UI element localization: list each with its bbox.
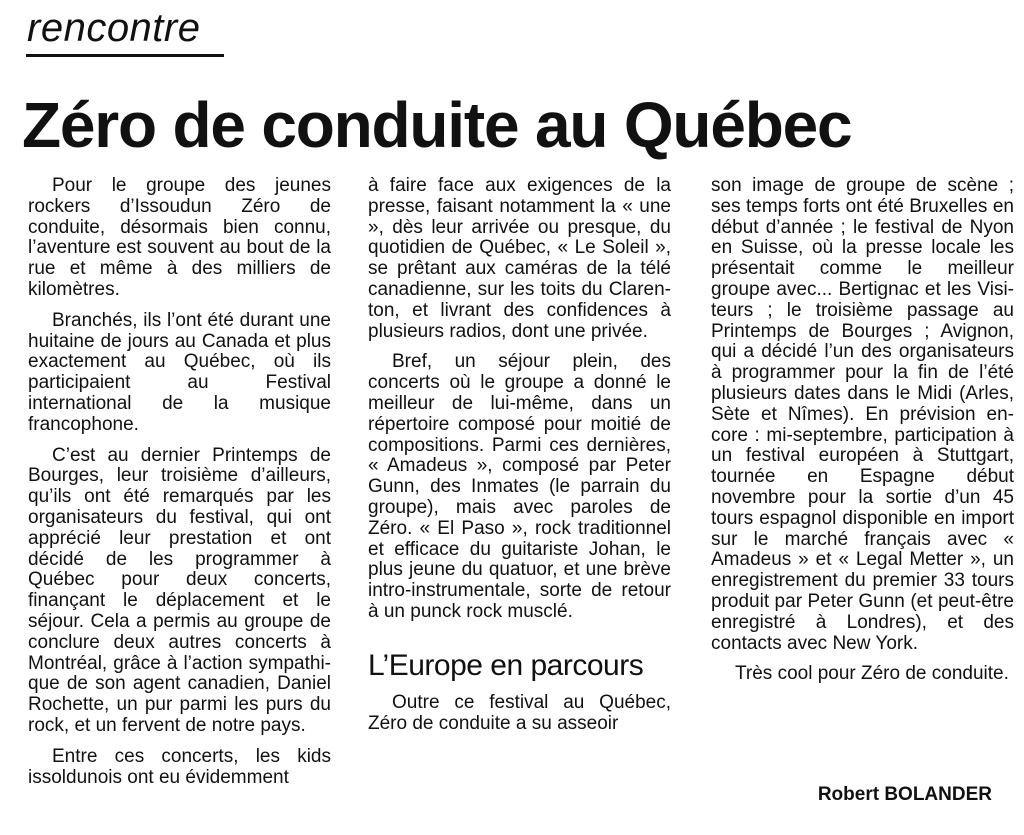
kicker-underline (26, 54, 224, 57)
paragraph-europe: Outre ce festival au Québec, Zéro de conduite a su asseoir (368, 691, 671, 734)
article-column-2 (368, 176, 671, 744)
article-column-3 (711, 176, 1014, 695)
article-column-1 (28, 176, 331, 798)
paragraph-branches: Branchés, ils l’ont été durant une huitaine de jours au Canada et plus exactement au Québec, où ils participaient au Festival international de la musique francophone. (28, 309, 331, 435)
paragraph-sejour: Bref, un séjour plein, des concerts où le groupe a donné le meilleur de lui-même, dans un répertoire composé pour moitié de compositions. Parmi ces dernières, « Amadeus », composé par Peter Gunn, des Inmates (le parrain du groupe), mais avec paroles de Zéro. « El Paso », rock traditionnel et efficace du guitariste Johan, le plus jeune du quatuor, et une brève intro-instrumentale, sorte de retour à un punck rock musclé. (368, 351, 671, 622)
paragraph-press: à faire face aux exigences de la presse, faisant notamment la « une », dès leur arrivée ou presque, du quotidien de Québec, « Le Soleil », se prêtant aux caméras de la télé canadienne, sur les toits du Clarenton, et livrant des confidences à plusieurs radios, dont une privée. (368, 175, 671, 342)
paragraph-conclusion: Très cool pour Zéro de conduite. (735, 663, 1009, 685)
paragraph-image: son image de groupe de scène ; ses temps forts ont été Bruxelles en début d’année ; le festival de Nyon en Suisse, où la presse locale les présentait comme le meilleur groupe avec... Bertignac et les Visiteurs ; le troisième passage au Printemps de Bourges ; Avignon, qui a décidé l’un des organisateurs à programmer pour la fin de l’été plusieurs dates dans le Midi (Arles, Sète et Nîmes). En prévision encore : mi-septembre, participation à un festival européen à Stuttgart, tournée en Espagne début novembre pour la sortie d’un 45 tours espagnol disponible en import sur le marché français avec « Amadeus » et « Legal Metter », un enregistrement du premier 33 tours produit par Peter Gunn (et peut-être enregistré à Londres), et des contacts avec New York. (711, 175, 1014, 654)
section-kicker: rencontre (27, 6, 201, 50)
paragraph-bourges: C’est au dernier Printemps de Bourges, leur troisième d’ailleurs, qu’ils ont été remarqués par les organisateurs du festival, qui ont apprécié leur prestation et ont décidé de les programmer à Québec pour deux concerts, finançant le déplacement et le séjour. Cela a permis au groupe de conclure deux autres concerts à Montréal, grâce à l’action sympathique de son agent canadien, Daniel Rochette, un pur parmi les purs du rock, et un fervent de notre pays. (28, 444, 331, 736)
author-signature: Robert BOLANDER (817, 784, 992, 805)
article-subhead: L’Europe en parcours (368, 648, 644, 682)
article-headline: Zéro de conduite au Québec (22, 89, 852, 161)
paragraph-concerts: Entre ces concerts, les kids issoldunois ont eu évidemment (28, 745, 331, 788)
paragraph-intro: Pour le groupe des jeunes rockers d’Issoudun Zéro de conduite, désormais bien connu, l’aventure est souvent au bout de la rue et même à des milliers de kilomètres. (28, 175, 331, 300)
